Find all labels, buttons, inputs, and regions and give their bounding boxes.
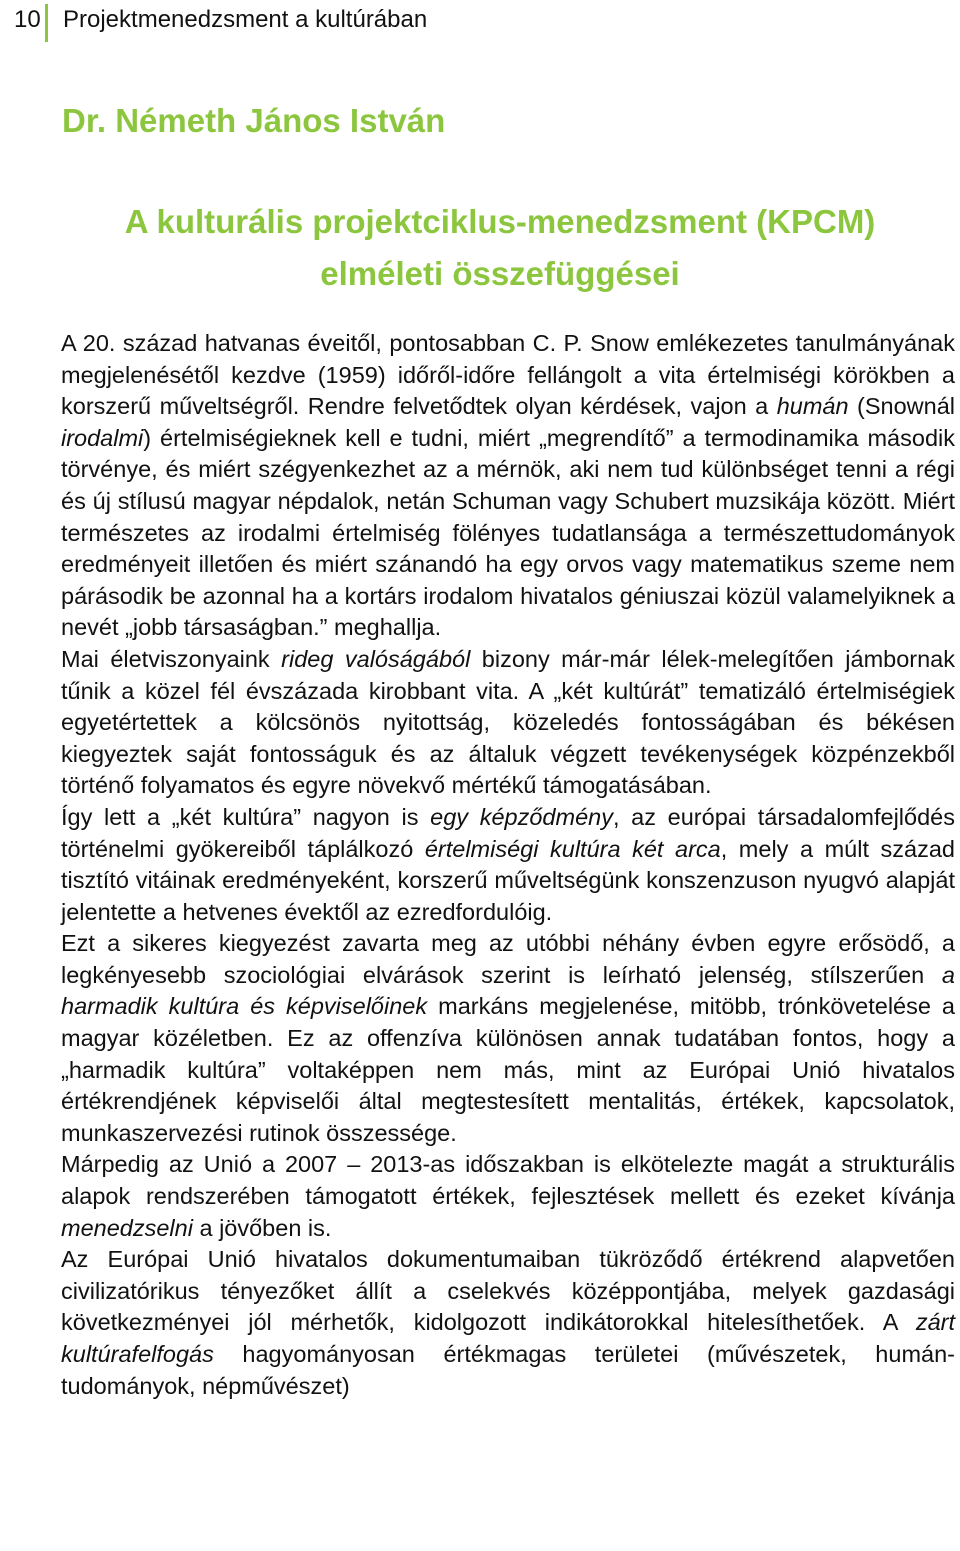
text-run: A 20. század hatvanas éveitől, pontosabban C. P. Snow emlékezetes tanulmányának megjelenésétől kezdve (1959) időről-időre fellángolt a vita értelmiségi körökben a korszerű műveltségről. Rendre felvetődtek olyan kérdések, vajon a [61,330,955,420]
paragraph [61,928,955,1149]
text-run: bizony már-már lélek-melegítően jámbornak tűnik a közel fél évszázada kirobbant vita. A „két kultúrát” tematizáló értelmiségiek egyetértettek a kölcsönös nyitottság, közeledés fontosságában és békésen kiegyeztek saját fontosságuk és az általuk végzett tevékenységek közpénzekből történő folyamatos és egyre növekvő mértékű támogatásában. [61,645,955,799]
body-text [61,328,955,1402]
chapter-title [40,196,960,300]
text-run: Így lett a „két kultúra” nagyon is [61,803,431,830]
paragraph [61,1149,955,1244]
text-run: hagyományosan értékmagas területei (művészetek, humán-tudományok, népművészet) [61,1341,955,1399]
text-run: Az Európai Unió hivatalos dokumentumaiban tükröződő értékrend alapvetően civilizatórikus tényezőket állít a cselekvés középpontjába, melyek gazdasági következményei jól mérhetők, kidolgozott indikátorokkal hitelesíthetőek. A [61,1246,955,1336]
paragraph [61,1244,955,1402]
text-run: a jövőben is. [192,1214,332,1241]
emphasis-text: humán [776,393,849,420]
chapter-title-line-2: elméleti összefüggései [320,255,680,292]
text-run: (Snownál [848,393,956,420]
text-run: Mai életviszonyaink [61,645,282,672]
paragraph [61,328,955,644]
text-run: , mely a múlt század tisztító vitáinak eredményeként, korszerű műveltségünk konszenzuson nyugvó alapját jelentette a hetvenes évektől az ezredfordulóig. [61,835,955,925]
paragraph [61,802,955,928]
page-number: 10 [14,6,41,33]
emphasis-text: zárt kultúrafelfogás [61,1309,955,1367]
chapter-title-line-1: A kulturális projektciklus-menedzsment (KPCM) [124,203,876,240]
header-divider [45,4,48,42]
page-header [0,4,960,38]
paragraph [61,644,955,802]
text-run: Márpedig az Unió a 2007 – 2013-as időszakban is elkötelezte magát a strukturális alapok rendszerében támogatott értékek, fejlesztések mellett és ezeket kívánja [61,1151,955,1210]
emphasis-text: menedzselni [61,1214,193,1241]
text-run: , az európai társadalomfejlődés történelmi gyökereiből táplálkozó [61,803,955,862]
emphasis-text: egy képződmény [430,803,613,830]
emphasis-text: a harmadik kultúra és képviselőinek [61,961,955,1020]
emphasis-text: rideg valóságából [281,645,471,672]
emphasis-text: irodalmi [61,424,144,451]
text-run: ) értelmiségieknek kell e tudni, miért „megrendítő” a termodinamika második törvénye, és miért szégyenkezhet az a mérnök, aki nem tud különbséget tenni a régi és új stílusú magyar népdalok, netán Schuman vagy Schubert muzsikája között. Miért természetes az irodalmi értelmiség fölényes tudatlansága a természettudományok eredményeit illetően és miért szánandó ha egy orvos vagy matematikus szeme nem párásodik be azonnal ha a kortárs irodalom hivatalos géniuszai közül valamelyiknek a nevét „jobb társaságban.” meghallja. [61,424,955,641]
author-name: Dr. Németh János István [62,102,446,139]
text-run: markáns megjelenése, mitöbb, trónkövetelése a magyar közéletben. Ez az offenzíva különösen annak tudatában fontos, hogy a „harmadik kultúra” voltaképpen nem más, mint az Európai Unió hivatalos értékrendjének képviselői által megtestesített mentalitás, értékek, kapcsolatok, munkaszervezési rutinok összessége. [61,993,955,1146]
emphasis-text: értelmiségi kultúra két arca [424,835,721,862]
text-run: Ezt a sikeres kiegyezést zavarta meg az utóbbi néhány évben egyre erősödő, a legkényesebb szociológiai elvárások szerint is leírható jelenség, stílszerűen [61,930,955,988]
running-title: Projektmenedzsment a kultúrában [63,6,428,33]
